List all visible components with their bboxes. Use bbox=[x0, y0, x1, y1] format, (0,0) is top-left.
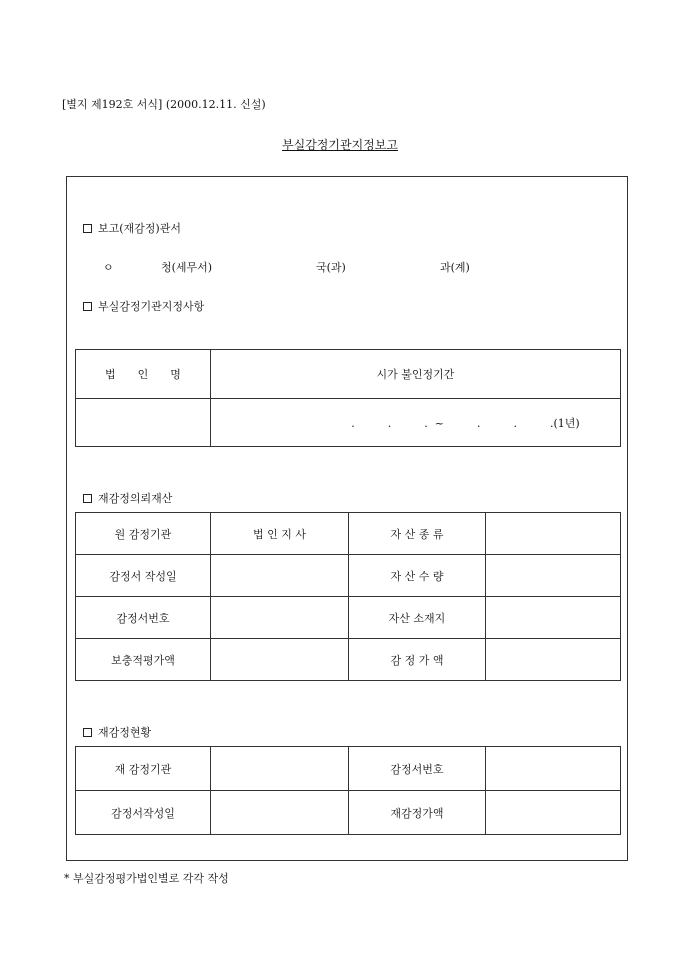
label-cell: 자 산 종 류 bbox=[349, 513, 486, 555]
bullet-circle: ㅇ bbox=[103, 261, 114, 274]
section-reappraisal-status bbox=[83, 724, 151, 740]
company-name-cell bbox=[76, 399, 211, 447]
label-cell: 감정서번호 bbox=[76, 597, 211, 639]
table-row bbox=[76, 639, 621, 681]
label-cell: 보충적평가액 bbox=[76, 639, 211, 681]
value-cell bbox=[486, 513, 621, 555]
section-reappraisal-property bbox=[83, 490, 172, 506]
period-cell bbox=[211, 399, 621, 447]
label-cell: 재 감정기관 bbox=[76, 747, 211, 791]
label-cell: 감 정 가 액 bbox=[349, 639, 486, 681]
checkbox-square-icon bbox=[83, 728, 92, 737]
bureau-label: 국(과) bbox=[316, 261, 346, 274]
table-row bbox=[76, 555, 621, 597]
value-cell bbox=[211, 639, 349, 681]
value-cell bbox=[211, 597, 349, 639]
division-label: 과(계) bbox=[440, 261, 470, 274]
document-title: 부실감정기관지정보고 bbox=[282, 138, 398, 152]
label-cell: 감정서 작성일 bbox=[76, 555, 211, 597]
value-cell bbox=[211, 747, 349, 791]
section-heading: 부실감정기관지정사항 bbox=[98, 300, 205, 313]
label-cell: 감정서작성일 bbox=[76, 791, 211, 835]
section-heading: 재감정의뢰재산 bbox=[98, 492, 173, 505]
label-cell: 감정서번호 bbox=[349, 747, 486, 791]
period-value: . . . ~ . . .(1년) bbox=[351, 416, 580, 430]
form-number-header: [별지 제192호 서식] (2000.12.11. 신설) bbox=[62, 98, 266, 111]
period-header: 시가 불인정기간 bbox=[211, 350, 621, 399]
value-cell bbox=[486, 555, 621, 597]
value-cell: 법 인 지 사 bbox=[211, 513, 349, 555]
document-title-wrap bbox=[0, 136, 680, 153]
section-reporting-office bbox=[83, 220, 181, 236]
checkbox-square-icon bbox=[83, 224, 92, 233]
label-cell: 재감정가액 bbox=[349, 791, 486, 835]
value-cell bbox=[211, 791, 349, 835]
value-cell bbox=[486, 747, 621, 791]
designation-table bbox=[75, 349, 621, 447]
company-name-header: 법 인 명 bbox=[76, 350, 211, 399]
table-row bbox=[76, 791, 621, 835]
value-cell bbox=[211, 555, 349, 597]
status-table bbox=[75, 746, 621, 835]
footnote: * 부실감정평가법인별로 각각 작성 bbox=[64, 872, 229, 885]
value-cell bbox=[486, 597, 621, 639]
table-row bbox=[76, 597, 621, 639]
checkbox-square-icon bbox=[83, 302, 92, 311]
label-cell: 원 감정기관 bbox=[76, 513, 211, 555]
section-heading: 보고(재감정)관서 bbox=[98, 222, 181, 235]
office-label: 청(세무서) bbox=[161, 261, 213, 274]
table-row bbox=[76, 513, 621, 555]
label-cell: 자산 소재지 bbox=[349, 597, 486, 639]
label-cell: 자 산 수 량 bbox=[349, 555, 486, 597]
table-row bbox=[76, 747, 621, 791]
checkbox-square-icon bbox=[83, 494, 92, 503]
section-heading: 재감정현황 bbox=[98, 726, 152, 739]
value-cell bbox=[486, 791, 621, 835]
value-cell bbox=[486, 639, 621, 681]
section-designation bbox=[83, 298, 204, 314]
property-table bbox=[75, 512, 621, 681]
